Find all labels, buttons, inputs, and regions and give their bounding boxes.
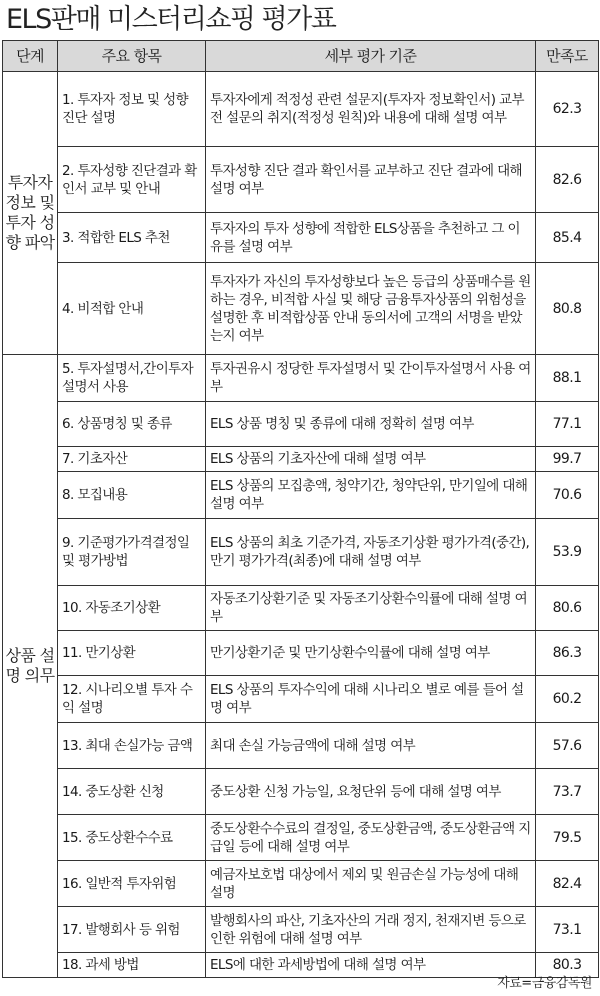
criterion-cell: 투자자의 투자 성향에 적합한 ELS상품을 추천하고 그 이유를 설명 여부 [206,213,536,263]
stage-cell: 상품 설명 의무 [3,355,58,978]
stage-cell: 투자자 정보 및 투자 성향 파악 [3,72,58,355]
table-row [3,472,599,519]
item-cell: 8. 모집내용 [58,472,206,519]
score-cell: 82.6 [536,147,599,213]
table-row [3,769,599,815]
criterion-cell: 투자권유시 정당한 투자설명서 및 간이투자설명서 사용 여부 [206,355,536,402]
item-cell: 5. 투자설명서,간이투자 설명서 사용 [58,355,206,402]
table-row [3,72,599,147]
table-row [3,402,599,447]
score-cell: 80.3 [536,953,599,978]
item-cell: 12. 시나리오별 투자 수익 설명 [58,676,206,723]
page-title: ELS판매 미스터리쇼핑 평가표 [6,4,336,35]
header-item: 주요 항목 [58,41,206,72]
score-cell: 85.4 [536,213,599,263]
criterion-cell: 투자성향 진단 결과 확인서를 교부하고 진단 결과에 대해 설명 여부 [206,147,536,213]
score-cell: 62.3 [536,72,599,147]
table-row [3,447,599,472]
item-cell: 2. 투자성향 진단결과 확인서 교부 및 안내 [58,147,206,213]
criterion-cell: ELS 상품의 모집총액, 청약기간, 청약단위, 만기일에 대해 설명 여부 [206,472,536,519]
item-cell: 1. 투자자 정보 및 성향 진단 설명 [58,72,206,147]
table-row [3,147,599,213]
criterion-cell: ELS 상품의 투자수익에 대해 시나리오 별로 예를 들어 설명 여부 [206,676,536,723]
score-cell: 82.4 [536,861,599,907]
table-row [3,907,599,953]
table-row [3,631,599,676]
score-cell: 80.8 [536,263,599,355]
criterion-cell: 만기상환기준 및 만기상환수익률에 대해 설명 여부 [206,631,536,676]
criterion-cell: ELS 상품의 최초 기준가격, 자동조기상환 평가가격(중간), 만기 평가가격(최종)에 대해 설명 여부 [206,519,536,586]
table-row [3,815,599,861]
item-cell: 9. 기준평가가격결정일 및 평가방법 [58,519,206,586]
criterion-cell: 예금자보호법 대상에서 제외 및 원금손실 가능성에 대해 설명 [206,861,536,907]
header-stage: 단계 [3,41,58,72]
criterion-cell: 중도상환 신청 가능일, 요청단위 등에 대해 설명 여부 [206,769,536,815]
item-cell: 15. 중도상환수수료 [58,815,206,861]
item-cell: 14. 중도상환 신청 [58,769,206,815]
score-cell: 86.3 [536,631,599,676]
source-note: 자료=금융감독원 [497,976,592,991]
evaluation-table [2,40,599,978]
score-cell: 99.7 [536,447,599,472]
item-cell: 3. 적합한 ELS 추천 [58,213,206,263]
score-cell: 73.7 [536,769,599,815]
item-cell: 11. 만기상환 [58,631,206,676]
table-row [3,213,599,263]
criterion-cell: 투자자가 자신의 투자성향보다 높은 등급의 상품매수를 원하는 경우, 비적합 사실 및 해당 금융투자상품의 위험성을 설명한 후 비적합상품 안내 동의서에 고객의 서명을 받았는지 여부 [206,263,536,355]
item-cell: 10. 자동조기상환 [58,586,206,631]
item-cell: 17. 발행회사 등 위험 [58,907,206,953]
criterion-cell: 최대 손실 가능금액에 대해 설명 여부 [206,723,536,769]
table-row [3,519,599,586]
criterion-cell: ELS 상품 명칭 및 종류에 대해 정확히 설명 여부 [206,402,536,447]
score-cell: 77.1 [536,402,599,447]
item-cell: 6. 상품명칭 및 종류 [58,402,206,447]
item-cell: 16. 일반적 투자위험 [58,861,206,907]
score-cell: 73.1 [536,907,599,953]
table-row [3,586,599,631]
header-score: 만족도 [536,41,599,72]
table-row [3,723,599,769]
table-header-row [3,41,599,72]
score-cell: 88.1 [536,355,599,402]
score-cell: 70.6 [536,472,599,519]
criterion-cell: ELS 상품의 기초자산에 대해 설명 여부 [206,447,536,472]
header-criterion: 세부 평가 기준 [206,41,536,72]
score-cell: 60.2 [536,676,599,723]
table-row [3,263,599,355]
table-row [3,676,599,723]
table-row [3,355,599,402]
item-cell: 18. 과세 방법 [58,953,206,978]
criterion-cell: 발행회사의 파산, 기초자산의 거래 정지, 천재지변 등으로 인한 위험에 대해 설명 여부 [206,907,536,953]
criterion-cell: ELS에 대한 과세방법에 대해 설명 여부 [206,953,536,978]
table-row [3,861,599,907]
score-cell: 57.6 [536,723,599,769]
item-cell: 13. 최대 손실가능 금액 [58,723,206,769]
criterion-cell: 자동조기상환기준 및 자동조기상환수익률에 대해 설명 여부 [206,586,536,631]
item-cell: 7. 기초자산 [58,447,206,472]
criterion-cell: 투자자에게 적정성 관련 설문지(투자자 정보확인서) 교부 전 설문의 취지(적정성 원칙)와 내용에 대해 설명 여부 [206,72,536,147]
item-cell: 4. 비적합 안내 [58,263,206,355]
score-cell: 53.9 [536,519,599,586]
score-cell: 80.6 [536,586,599,631]
score-cell: 79.5 [536,815,599,861]
criterion-cell: 중도상환수수료의 결정일, 중도상환금액, 중도상환금액 지급일 등에 대해 설명 여부 [206,815,536,861]
